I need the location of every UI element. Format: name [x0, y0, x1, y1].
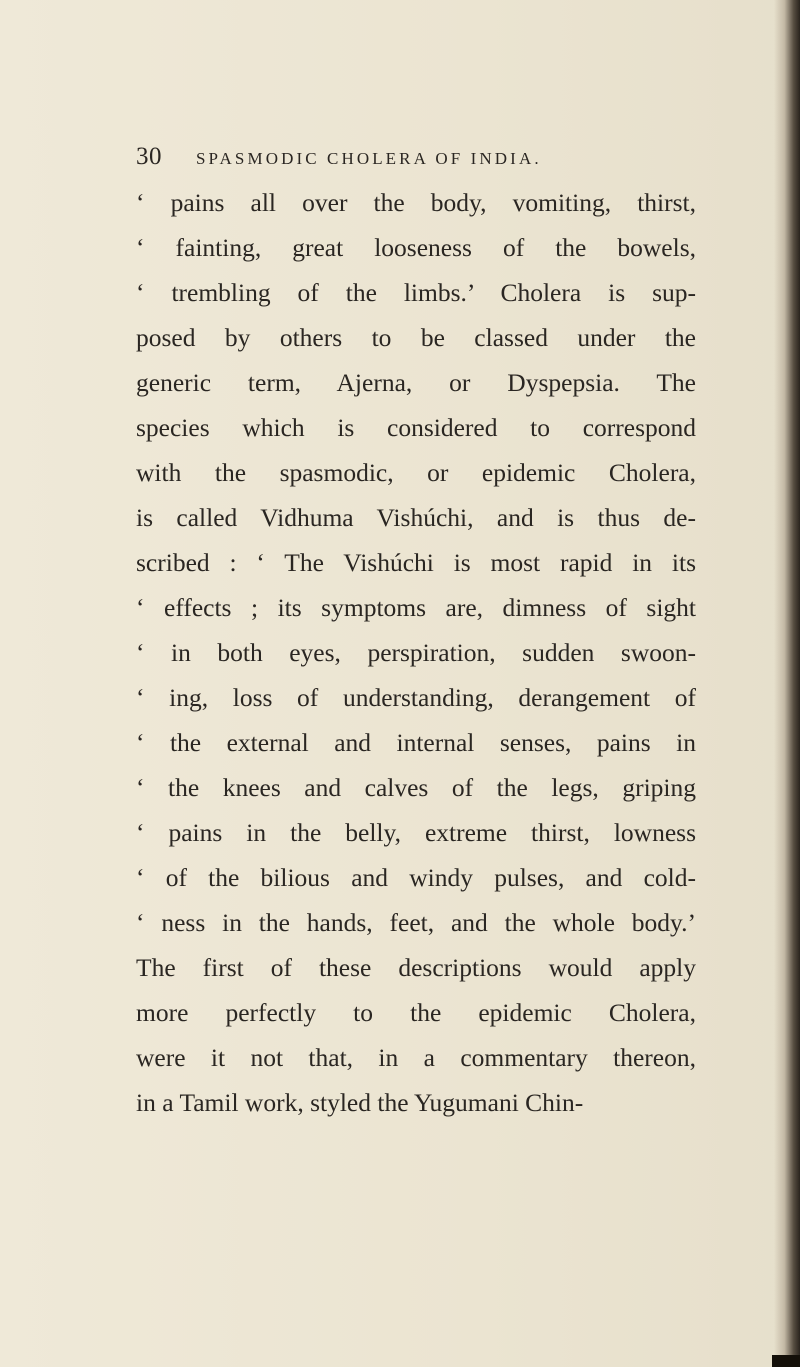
body-text [136, 180, 696, 1125]
page-number: 30 [136, 143, 162, 170]
text-line: ‘ of the bilious and windy pulses, and cold- [136, 863, 696, 892]
text-line: ‘ pains in the belly, extreme thirst, lowness [136, 818, 696, 847]
text-line: ‘ trembling of the limbs.’ Cholera is sup- [136, 278, 696, 307]
text-line: scribed : ‘ The Vishúchi is most rapid in its [136, 548, 696, 577]
text-line: in a Tamil work, styled the Yugumani Chin- [136, 1088, 584, 1117]
text-line: ‘ the external and internal senses, pains in [136, 728, 696, 757]
page-header [136, 143, 542, 175]
page-edge-mark [772, 1355, 800, 1367]
text-line: were it not that, in a commentary thereon, [136, 1043, 696, 1072]
text-line: ‘ effects ; its symptoms are, dimness of sight [136, 593, 696, 622]
text-line: more perfectly to the epidemic Cholera, [136, 998, 696, 1027]
text-line: ‘ pains all over the body, vomiting, thirst, [136, 188, 696, 217]
text-line: with the spasmodic, or epidemic Cholera, [136, 458, 696, 487]
page-edge-shadow [774, 0, 800, 1367]
text-line: ‘ the knees and calves of the legs, griping [136, 773, 696, 802]
text-line: ‘ in both eyes, perspiration, sudden swoon- [136, 638, 696, 667]
text-line: is called Vidhuma Vishúchi, and is thus de- [136, 503, 696, 532]
running-head: SPASMODIC CHOLERA OF INDIA. [196, 149, 542, 168]
text-line: ‘ ness in the hands, feet, and the whole body.’ [136, 908, 696, 937]
text-line: ‘ ing, loss of understanding, derangement of [136, 683, 696, 712]
text-line: generic term, Ajerna, or Dyspepsia. The [136, 368, 696, 397]
text-line: species which is considered to correspond [136, 413, 696, 442]
text-line: ‘ fainting, great looseness of the bowels, [136, 233, 696, 262]
text-line: The first of these descriptions would apply [136, 953, 696, 982]
text-line: posed by others to be classed under the [136, 323, 696, 352]
